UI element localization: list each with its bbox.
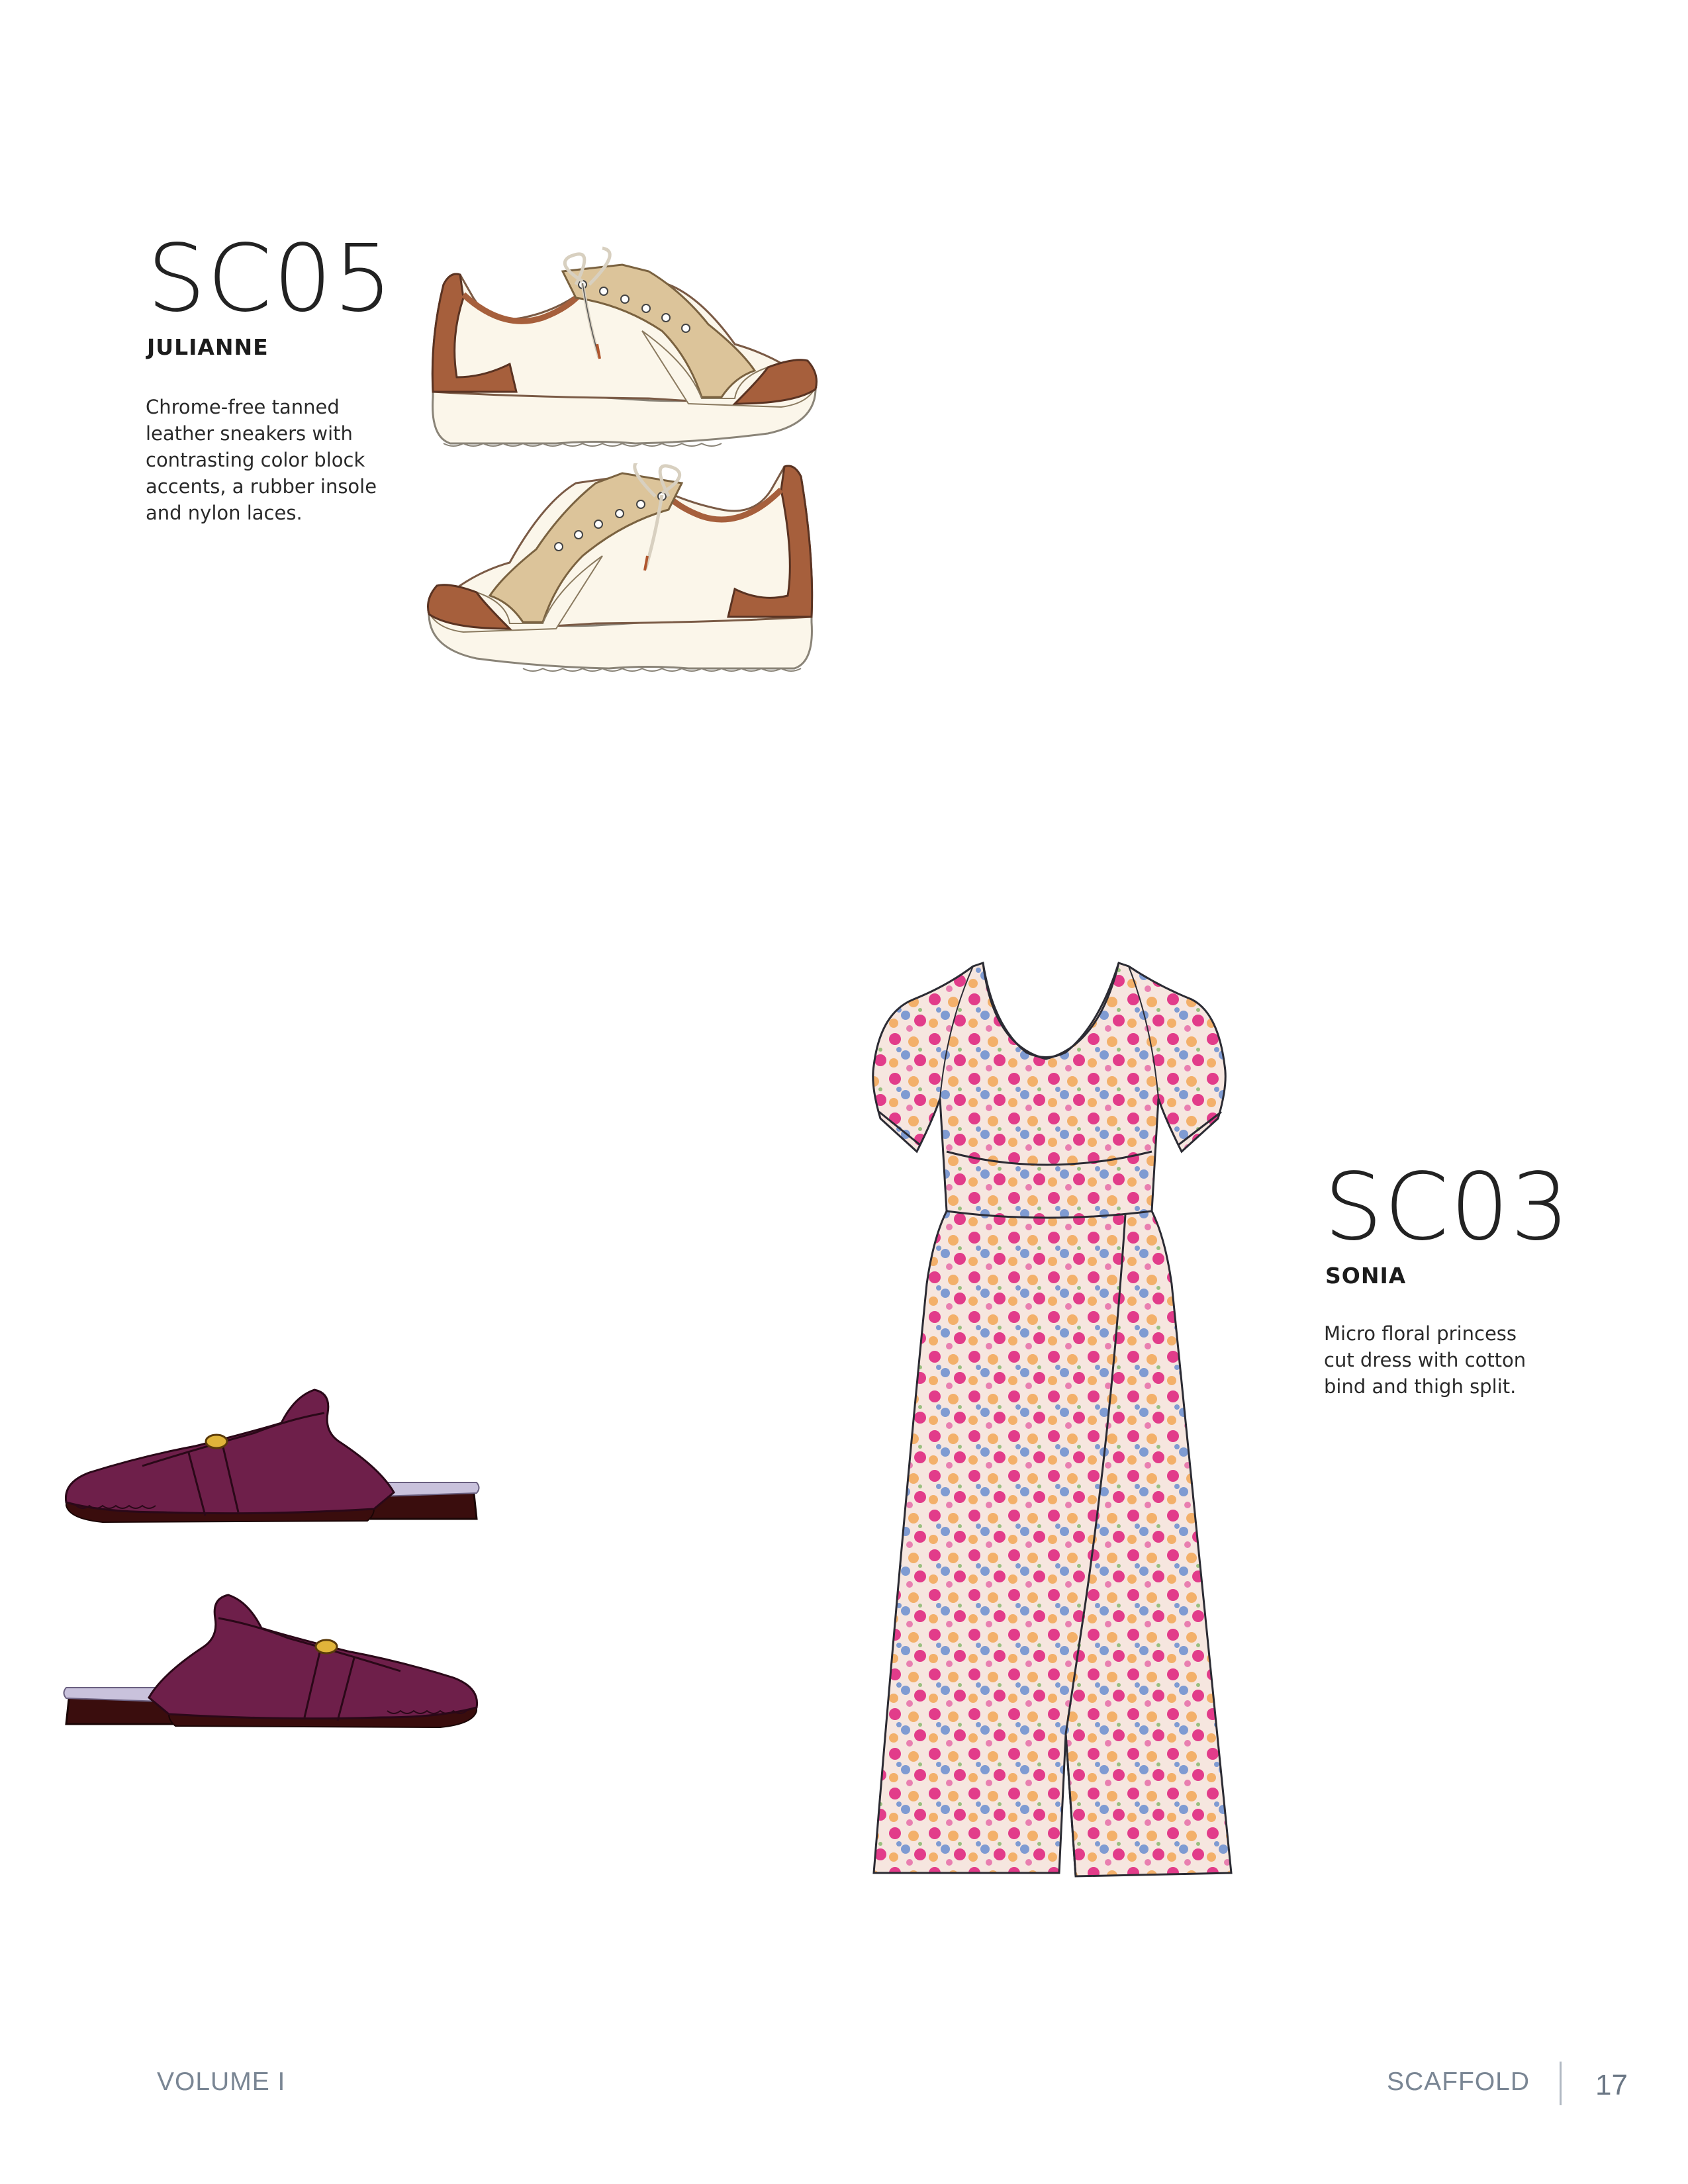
product-name: SONIA <box>1325 1263 1407 1289</box>
product-description: Chrome-free tanned leather sneakers with contrasting color block accents, a rubber insole and nylon laces. <box>146 396 377 524</box>
page-number: 17 <box>1595 2069 1628 2101</box>
footer-volume: VOLUME I <box>157 2068 286 2096</box>
sneaker-illustration <box>424 245 821 457</box>
sneaker-illustration <box>424 463 821 682</box>
footer-divider <box>1560 2062 1562 2105</box>
mule-loafer-illustration <box>56 1582 480 1734</box>
mule-loafer-illustration <box>63 1383 487 1529</box>
product-description: Micro floral princess cut dress with cotton bind and thigh split. <box>1324 1322 1526 1398</box>
product-code: SC03 <box>1324 1154 1571 1261</box>
product-code: SC05 <box>147 225 394 333</box>
footer-brand: SCAFFOLD <box>1387 2068 1530 2096</box>
product-name: JULIANNE <box>147 334 269 360</box>
floral-dress-illustration <box>847 953 1258 1899</box>
